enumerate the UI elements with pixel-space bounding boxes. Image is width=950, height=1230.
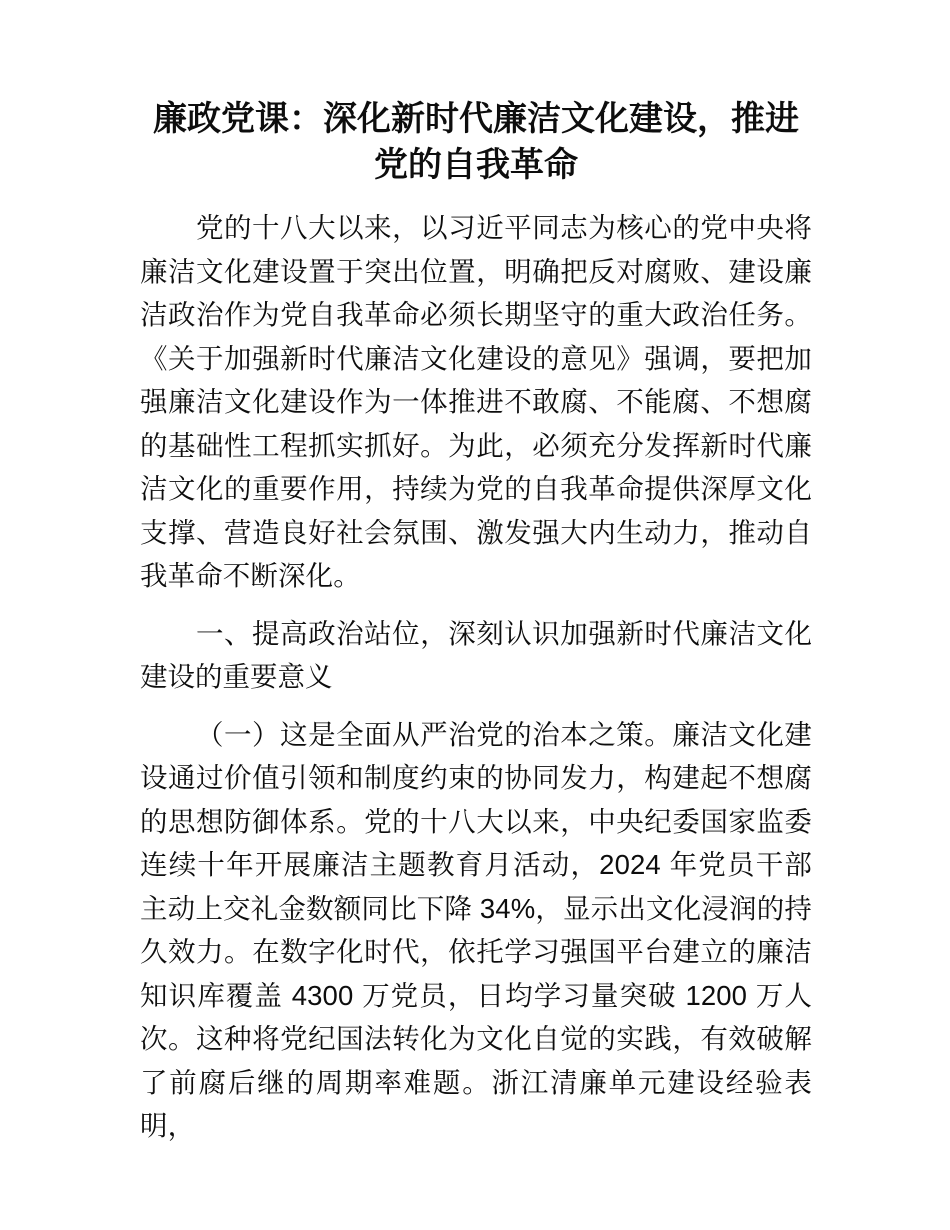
subsection-paragraph-1-1: （一）这是全面从严治党的治本之策。廉洁文化建设通过价值引领和制度约束的协同发力，构建起不想腐的思想防御体系。党的十八大以来，中央纪委国家监委连续十年开展廉洁主题教育月活动，2024 年党员干部主动上交礼金数额同比下降 34%，显示出文化浸润的持久效力。在数字化时代，依托学习强国平台建立的廉洁知识库覆盖 4300 万党员，日均学习量突破 1200 万人次。这种将党纪国法转化为文化自觉的实践，有效破解了前腐后继的周期率难题。浙江清廉单元建设经验表明， xyxy=(140,718,812,1141)
document-title: 廉政党课：深化新时代廉洁文化建设，推进党的自我革命 xyxy=(153,100,799,184)
paragraph-spacer xyxy=(140,598,812,612)
intro-paragraph: 党的十八大以来，以习近平同志为核心的党中央将廉洁文化建设置于突出位置，明确把反对腐败、建设廉洁政治作为党自我革命必须长期坚守的重大政治任务。《关于加强新时代廉洁文化建设的意见》强调，要把加强廉洁文化建设作为一体推进不敢腐、不能腐、不想腐的基础性工程抓实抓好。为此，必须充分发挥新时代廉洁文化的重要作用，持续为党的自我革命提供深厚文化支撑、营造良好社会氛围、激发强大内生动力，推动自我革命不断深化。 xyxy=(140,212,812,591)
document-body xyxy=(140,96,812,1148)
paragraph-spacer xyxy=(140,699,812,713)
section-heading-1: 一、提高政治站位，深刻认识加强新时代廉洁文化建设的重要意义 xyxy=(140,617,812,692)
